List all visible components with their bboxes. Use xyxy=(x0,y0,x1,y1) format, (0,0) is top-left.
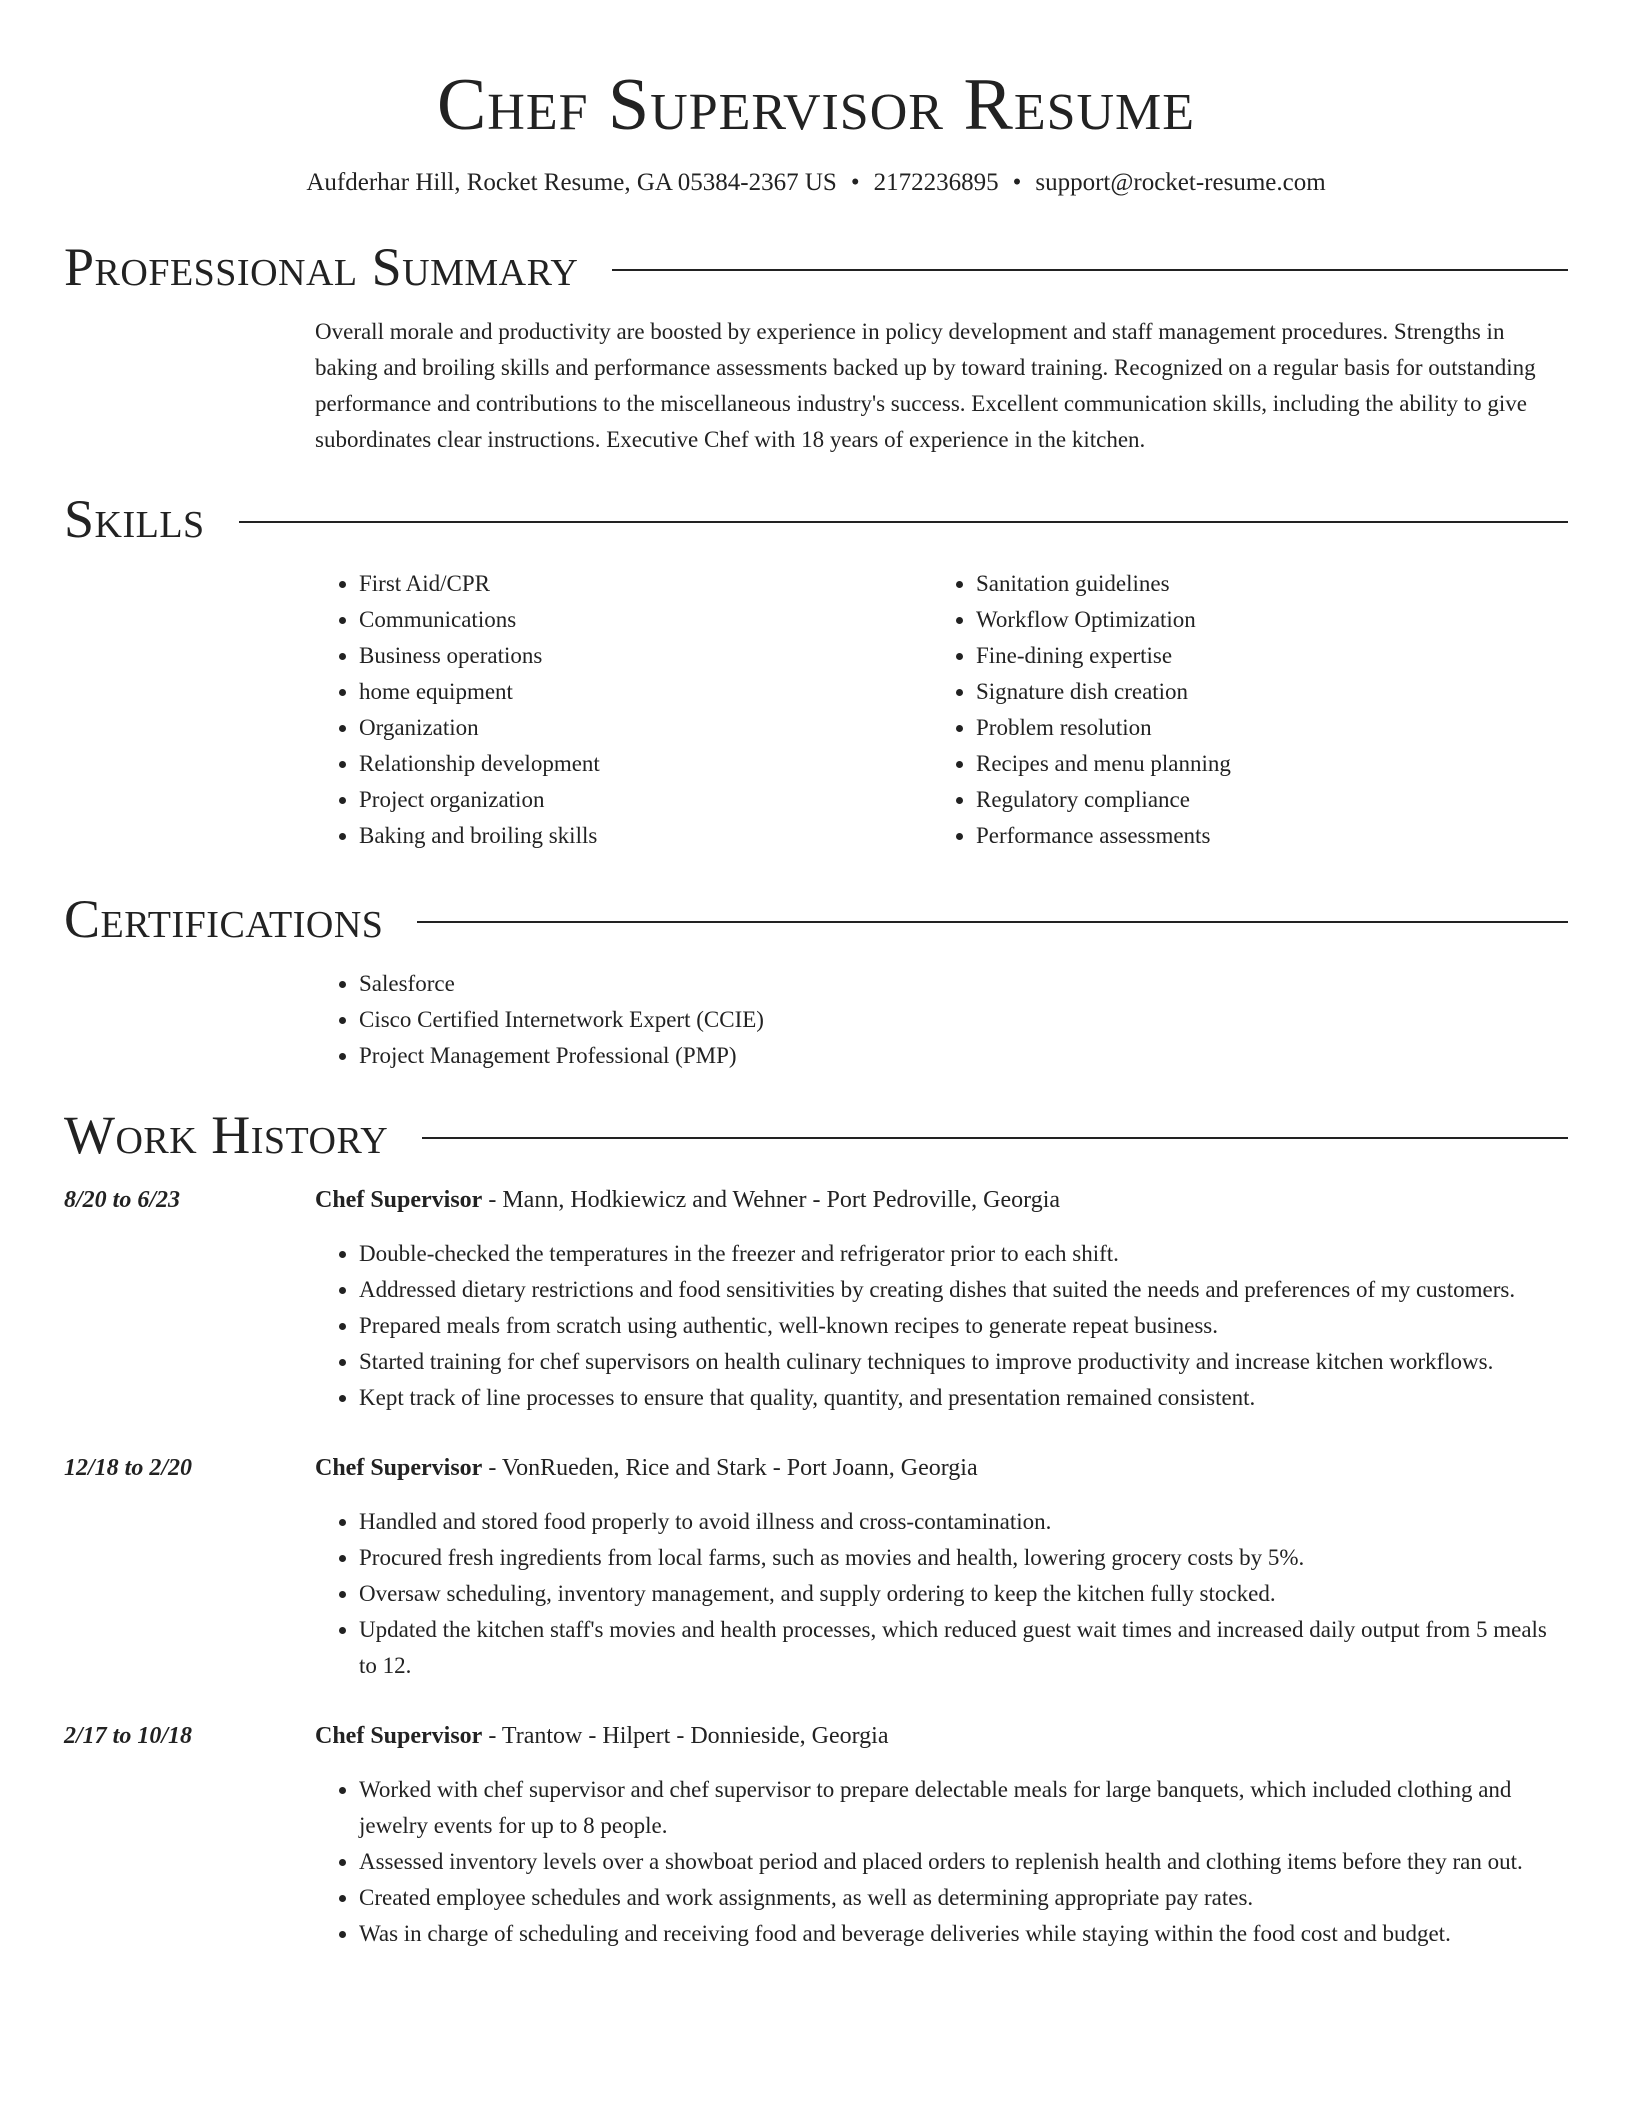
job-title: Chef Supervisor xyxy=(315,1723,483,1749)
skill-item: • Communications xyxy=(359,602,932,638)
job-title-line xyxy=(315,1182,1568,1218)
job-bullet: • Was in charge of scheduling and receiving food and beverage deliveries while staying within the food cost and budget. xyxy=(359,1916,1568,1952)
job-title-line xyxy=(315,1450,1568,1486)
job-bullets xyxy=(315,1504,1568,1684)
skill-item: • Relationship development xyxy=(359,746,932,782)
work-section-header xyxy=(64,1102,1568,1168)
summary-section-header xyxy=(64,234,1568,300)
skills-grid xyxy=(315,566,1568,854)
job-bullet: • Updated the kitchen staff's movies and health processes, which reduced guest wait times and increased daily output from 5 meals to 12. xyxy=(359,1612,1568,1684)
job-entry xyxy=(64,1450,1568,1684)
skill-item: • Signature dish creation xyxy=(976,674,1549,710)
job-bullet: • Double-checked the temperatures in the freezer and refrigerator prior to each shift. xyxy=(359,1236,1568,1272)
job-dates: 12/18 to 2/20 xyxy=(64,1455,193,1481)
skill-item: • Regulatory compliance xyxy=(976,782,1549,818)
skill-item: • Organization xyxy=(359,710,932,746)
skill-item: • home equipment xyxy=(359,674,932,710)
skill-item: • Sanitation guidelines xyxy=(976,566,1549,602)
job-bullets xyxy=(315,1236,1568,1416)
job-bullet: • Worked with chef supervisor and chef supervisor to prepare delectable meals for large banquets, which included clothing and jewelry events for up to 8 people. xyxy=(359,1772,1568,1844)
job-bullet: • Procured fresh ingredients from local farms, such as movies and health, lowering grocery costs by 5%. xyxy=(359,1540,1568,1576)
certification-item: • Project Management Professional (PMP) xyxy=(359,1038,1568,1074)
certification-item: • Salesforce xyxy=(359,966,1568,1002)
job-bullet: • Kept track of line processes to ensure that quality, quantity, and presentation remained consistent. xyxy=(359,1380,1568,1416)
section-divider xyxy=(612,269,1568,271)
skills-heading: Skills xyxy=(64,489,205,549)
section-divider xyxy=(422,1137,1568,1139)
certifications-list xyxy=(315,966,1568,1074)
job-bullet: • Assessed inventory levels over a showboat period and placed orders to replenish health and clothing items before they ran out. xyxy=(359,1844,1568,1880)
job-bullets xyxy=(315,1772,1568,1952)
contact-address: Aufderhar Hill, Rocket Resume, GA 05384-2367 US xyxy=(306,169,837,196)
contact-email: support@rocket-resume.com xyxy=(1035,169,1326,196)
job-entry xyxy=(64,1718,1568,1952)
job-dates: 2/17 to 10/18 xyxy=(64,1723,193,1749)
job-employer: - VonRueden, Rice and Stark - Port Joann, Georgia xyxy=(482,1455,978,1481)
job-bullet: • Started training for chef supervisors on health culinary techniques to improve productivity and increase kitchen workflows. xyxy=(359,1344,1568,1380)
skills-list-left xyxy=(315,566,932,854)
job-title: Chef Supervisor xyxy=(315,1455,483,1481)
job-employer: - Mann, Hodkiewicz and Wehner - Port Pedroville, Georgia xyxy=(482,1187,1061,1213)
section-divider xyxy=(239,521,1568,523)
summary-body xyxy=(315,314,1568,458)
job-bullet: • Oversaw scheduling, inventory management, and supply ordering to keep the kitchen fully stocked. xyxy=(359,1576,1568,1612)
section-divider xyxy=(417,921,1568,923)
job-bullet: • Prepared meals from scratch using authentic, well-known recipes to generate repeat business. xyxy=(359,1308,1568,1344)
skill-item: • Fine-dining expertise xyxy=(976,638,1549,674)
contact-line xyxy=(64,166,1568,200)
skill-item: • Workflow Optimization xyxy=(976,602,1549,638)
skill-item: • Business operations xyxy=(359,638,932,674)
skill-item: • Project organization xyxy=(359,782,932,818)
summary-heading: Professional Summary xyxy=(64,237,579,297)
job-title: Chef Supervisor xyxy=(315,1187,483,1213)
contact-phone: 2172236895 xyxy=(873,169,999,196)
summary-text: Overall morale and productivity are boosted by experience in policy development and staff management procedures. Strengths in baking and broiling skills and performance assessments backed up by toward training. Recognized on a regular basis for outstanding performance and contributions to the miscellaneous industry's success. Excellent communication skills, including the ability to give subordinates clear instructions. Executive Chef with 18 years of experience in the kitchen. xyxy=(315,319,1536,452)
resume-title: Chef Supervisor Resume xyxy=(436,64,1196,146)
contact-separator: • xyxy=(850,169,860,196)
certifications-section-header xyxy=(64,886,1568,952)
job-details xyxy=(315,1718,1568,1952)
skill-item: • First Aid/CPR xyxy=(359,566,932,602)
certification-item: • Cisco Certified Internetwork Expert (CCIE) xyxy=(359,1002,1568,1038)
work-heading: Work History xyxy=(64,1105,389,1165)
job-details xyxy=(315,1182,1568,1416)
job-employer: - Trantow - Hilpert - Donnieside, Georgia xyxy=(482,1723,889,1749)
job-bullet: • Handled and stored food properly to avoid illness and cross-contamination. xyxy=(359,1504,1568,1540)
skill-item: • Recipes and menu planning xyxy=(976,746,1549,782)
job-dates: 8/20 to 6/23 xyxy=(64,1187,181,1213)
skill-item: • Problem resolution xyxy=(976,710,1549,746)
job-title-line xyxy=(315,1718,1568,1754)
job-bullet: • Created employee schedules and work assignments, as well as determining appropriate pay rates. xyxy=(359,1880,1568,1916)
resume-page xyxy=(64,0,1568,1952)
job-details xyxy=(315,1450,1568,1684)
job-entry xyxy=(64,1182,1568,1416)
certifications-body xyxy=(315,966,1568,1074)
contact-separator: • xyxy=(1012,169,1022,196)
skills-section-header xyxy=(64,486,1568,552)
job-bullet: • Addressed dietary restrictions and food sensitivities by creating dishes that suited the needs and preferences of my customers. xyxy=(359,1272,1568,1308)
skills-list-right xyxy=(932,566,1549,854)
skill-item: • Performance assessments xyxy=(976,818,1549,854)
skill-item: • Baking and broiling skills xyxy=(359,818,932,854)
certifications-heading: Certifications xyxy=(64,889,384,949)
